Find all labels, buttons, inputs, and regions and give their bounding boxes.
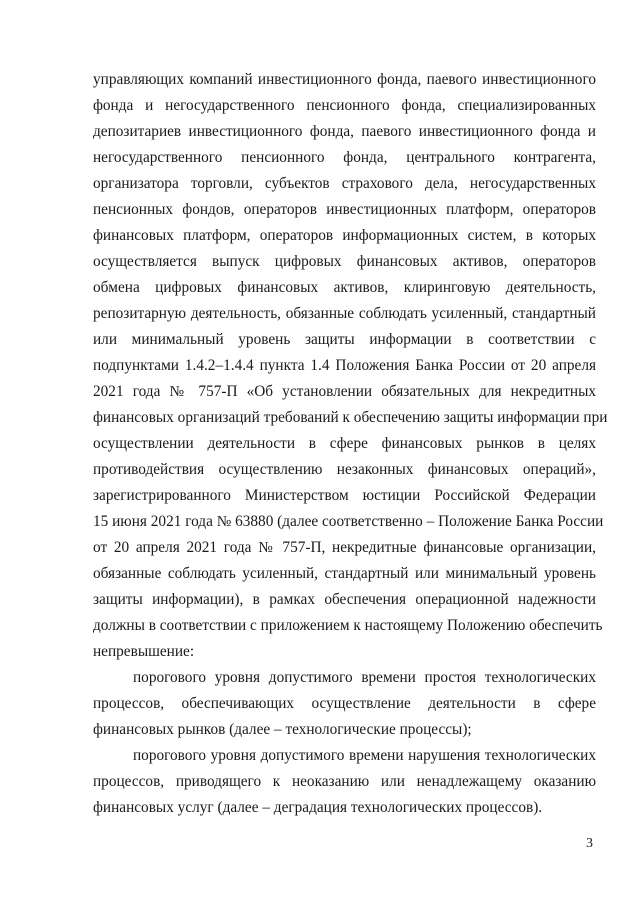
text-line: порогового уровня допустимого времени простоя технологических [133,669,596,686]
text-line: подпунктами 1.4.2–1.4.4 пункта 1.4 Положения Банка России от 20 апреля [93,357,596,374]
text-line: зарегистрированного Министерством юстиции Российской Федерации [93,487,596,504]
text-line: 15 июня 2021 года № 63880 (далее соответственно – Положение Банка России [93,513,604,530]
text-line: 2021 года № 757-П «Об установлении обязательных для некредитных [93,383,596,400]
text-line: финансовых услуг (далее – деградация технологических процессов). [93,799,543,816]
text-line: от 20 апреля 2021 года № 757-П, некредитные финансовые организации, [93,539,596,556]
text-line: защиты информации), в рамках обеспечения операционной надежности [93,591,596,608]
text-line: непревышение: [93,643,195,660]
page-number: 3 [586,836,593,851]
text-line: депозитариев инвестиционного фонда, паевого инвестиционного фонда и [93,123,596,140]
text-line: или минимальный уровень защиты информации в соответствии с [93,331,596,348]
text-line: обязанные соблюдать усиленный, стандартный или минимальный уровень [93,565,596,582]
text-line: организатора торговли, субъектов страхового дела, негосударственных [93,175,596,192]
text-line: порогового уровня допустимого времени нарушения технологических [133,747,596,764]
text-line: процессов, приводящего к неоказанию или ненадлежащему оказанию [93,773,596,790]
text-line: финансовых организаций требований к обеспечению защиты информации при [93,409,608,426]
text-line: должны в соответствии с приложением к настоящему Положению обеспечить [93,617,603,634]
text-line: осуществляется выпуск цифровых финансовых активов, операторов [93,253,596,270]
text-line: осуществлении деятельности в сфере финансовых рынков в целях [93,435,596,452]
text-line: обмена цифровых финансовых активов, клиринговую деятельность, [93,279,596,296]
text-line: финансовых платформ, операторов информационных систем, в которых [93,227,596,244]
text-line: управляющих компаний инвестиционного фонда, паевого инвестиционного [93,71,596,88]
text-line: негосударственного пенсионного фонда, центрального контрагента, [93,149,596,166]
text-line: противодействия осуществлению незаконных финансовых операций», [93,461,596,478]
text-line: пенсионных фондов, операторов инвестиционных платформ, операторов [93,201,596,218]
text-line: финансовых рынков (далее – технологические процессы); [93,721,472,738]
text-line: процессов, обеспечивающих осуществление деятельности в сфере [93,695,596,712]
text-line: фонда и негосударственного пенсионного фонда, специализированных [93,97,596,114]
text-line: репозитарную деятельность, обязанные соблюдать усиленный, стандартный [93,305,596,322]
